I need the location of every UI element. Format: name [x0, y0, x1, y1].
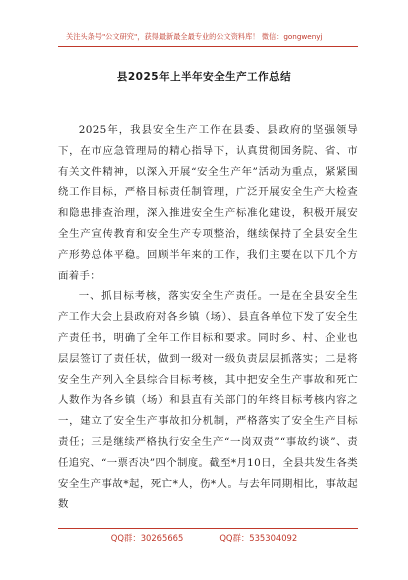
footer-qq-group-2: QQ群：535304092	[219, 533, 298, 543]
header-promo-note: 关注头条号"公文研究"，获得最新最全最专业的公文资料库！ 微信：gongwenyj	[66, 32, 323, 41]
document-title: 县2025年上半年安全生产工作总结	[116, 71, 292, 83]
paragraph-section-one: 一、抓目标考核，落实安全生产责任。一是在全县安全生产工作大会上县政府对各乡镇（场）、县直各单位下发了安全生产责任书，明确了全年工作目标和要求。同时乡、村、企业也层层签订了责任状，做到一级对一级负责层层抓落实；二是将安全生产列入全县综合目标考核，其中把安全生产事故和死亡人数作为各乡镇（场）和县直有关部门的年终目标考核内容之一，建立了安全生产事故扣分机制，严格落实了安全生产目标责任；三是继续严格执行安全生产“一岗双责”“事故约谈”、责任追究、“一票否决”四个制度。截至*月10日，全县共发生各类安全生产事故*起，死亡*人，伤*人。与去年同期相比，事故起数	[58, 290, 358, 511]
footer-qq-group-1: QQ群：30265665	[110, 533, 184, 543]
footer-contact	[0, 533, 408, 544]
paragraph-intro: 2025年，我县安全生产工作在县委、县政府的坚强领导下，在市应急管理局的精心指导下，认真贯彻国务院、省、市有关文件精神，以深入开展“安全生产年”活动为重点，紧紧围绕工作目标，严格目标责任制管理，广泛开展安全生产大检查和隐患排查治理，深入推进安全生产标准化建设，积极开展安全生产宣传教育和安全生产专项整治，继续保持了全县安全生产形势总体平稳。回顾半年来的工作，我们主要在以下几个方面着手：	[58, 124, 358, 282]
document-body	[58, 120, 358, 515]
header-divider	[58, 46, 358, 47]
footer-divider	[58, 528, 358, 529]
